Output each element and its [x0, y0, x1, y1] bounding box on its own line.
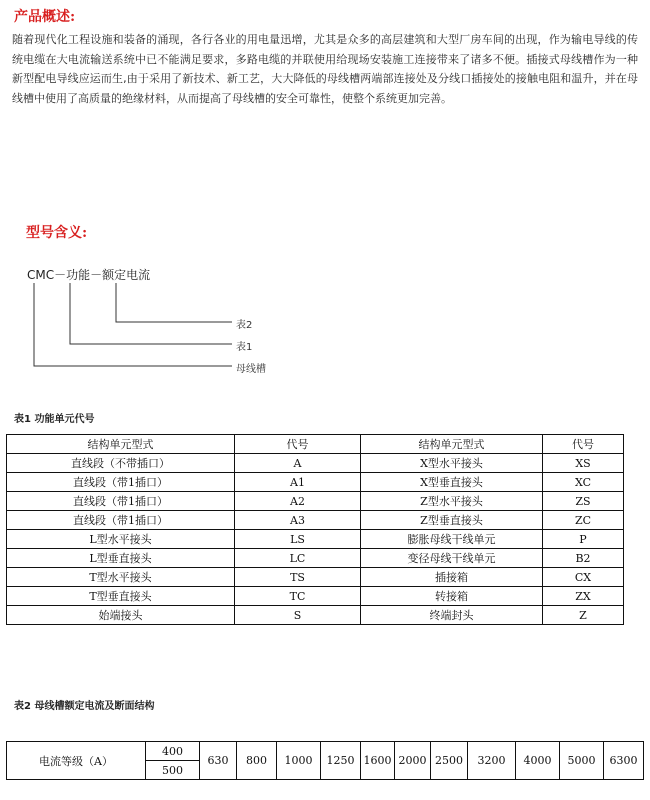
table-cell: XS: [543, 454, 624, 473]
table-cell: A: [235, 454, 361, 473]
table-cell: CX: [543, 568, 624, 587]
overview-title: 产品概述:: [14, 9, 76, 25]
table-row: [7, 530, 624, 549]
table-cell: A2: [235, 492, 361, 511]
table-row: [7, 549, 624, 568]
table-cell: ZC: [543, 511, 624, 530]
table-cell: 4000: [516, 742, 560, 780]
table-cell: P: [543, 530, 624, 549]
table-cell: B2: [543, 549, 624, 568]
model-title: 型号含义:: [26, 225, 88, 241]
table-cell: 3200: [468, 742, 516, 780]
table-cell: Z型垂直接头: [361, 511, 543, 530]
leader-line-table2: [116, 283, 232, 322]
function-unit-table: [6, 434, 624, 625]
table-cell: TS: [235, 568, 361, 587]
table-row: [7, 454, 624, 473]
table-cell: 终端封头: [361, 606, 543, 625]
table-cell: 6300: [604, 742, 644, 780]
table-cell: 直线段（带1插口）: [7, 511, 235, 530]
table-cell: T型水平接头: [7, 568, 235, 587]
table-row: [7, 492, 624, 511]
table-cell: TC: [235, 587, 361, 606]
table-cell: A3: [235, 511, 361, 530]
leader-line-table1: [70, 283, 232, 344]
overview-paragraph: 随着现代化工程设施和装备的涌现，各行各业的用电量迅增，尤其是众多的高层建筑和大型厂房车间的出现，作为输电导线的传统电缆在大电流输送系统中已不能满足要求，多路电缆的并联使用给现场安装施工连接带来了诸多不便。插接式母线槽作为一种新型配电导线应运而生,由于采用了新技术、新工艺，大大降低的母线槽两端部连接处及分线口插接处的接触电阻和温升，并在母线槽中使用了高质量的绝缘材料，从而提高了母线槽的安全可靠性，使整个系统更加完善。: [12, 33, 638, 105]
table-header-row: [7, 435, 624, 454]
table-cell: 直线段（带1插口）: [7, 492, 235, 511]
current-level-label: 电流等级（A）: [7, 742, 146, 780]
table-cell: X型垂直接头: [361, 473, 543, 492]
header-cell: 代号: [543, 435, 624, 454]
table-cell: 始端接头: [7, 606, 235, 625]
header-cell: 代号: [235, 435, 361, 454]
table-cell: 500: [146, 761, 200, 780]
model-code: CMC－功能－额定电流: [27, 268, 151, 282]
table-cell: 膨胀母线干线单元: [361, 530, 543, 549]
header-cell: 结构单元型式: [361, 435, 543, 454]
table-cell: XC: [543, 473, 624, 492]
table-cell: LC: [235, 549, 361, 568]
table-cell: L型垂直接头: [7, 549, 235, 568]
label-table2: 表2: [236, 320, 253, 331]
table-cell: 1000: [277, 742, 321, 780]
table-cell: Z: [543, 606, 624, 625]
table-cell: 插接箱: [361, 568, 543, 587]
table-cell: Z型水平接头: [361, 492, 543, 511]
table-row: [7, 568, 624, 587]
table-cell: S: [235, 606, 361, 625]
table-cell: 直线段（不带插口）: [7, 454, 235, 473]
table-row: [7, 742, 644, 761]
table-cell: 630: [200, 742, 237, 780]
table-cell: ZS: [543, 492, 624, 511]
table-row: [7, 587, 624, 606]
table2-caption: 表2 母线槽额定电流及断面结构: [14, 701, 155, 712]
rated-current-table: [6, 741, 644, 780]
label-busway: 母线槽: [236, 364, 266, 375]
table-cell: LS: [235, 530, 361, 549]
table-cell: L型水平接头: [7, 530, 235, 549]
table-cell: 800: [237, 742, 277, 780]
leader-line-busway: [34, 283, 232, 366]
table-cell: 转接箱: [361, 587, 543, 606]
table1-caption: 表1 功能单元代号: [14, 414, 95, 425]
table-cell: 变径母线干线单元: [361, 549, 543, 568]
header-cell: 结构单元型式: [7, 435, 235, 454]
table-cell: 400: [146, 742, 200, 761]
table-cell: 2000: [395, 742, 431, 780]
table-cell: T型垂直接头: [7, 587, 235, 606]
table-row: [7, 606, 624, 625]
table-row: [7, 511, 624, 530]
table-cell: 直线段（带1插口）: [7, 473, 235, 492]
table-cell: A1: [235, 473, 361, 492]
table-cell: 1600: [361, 742, 395, 780]
table-cell: ZX: [543, 587, 624, 606]
table-row: [7, 473, 624, 492]
table-cell: 5000: [560, 742, 604, 780]
table-cell: 2500: [431, 742, 468, 780]
table-cell: X型水平接头: [361, 454, 543, 473]
table-cell: 1250: [321, 742, 361, 780]
label-table1: 表1: [236, 342, 253, 353]
